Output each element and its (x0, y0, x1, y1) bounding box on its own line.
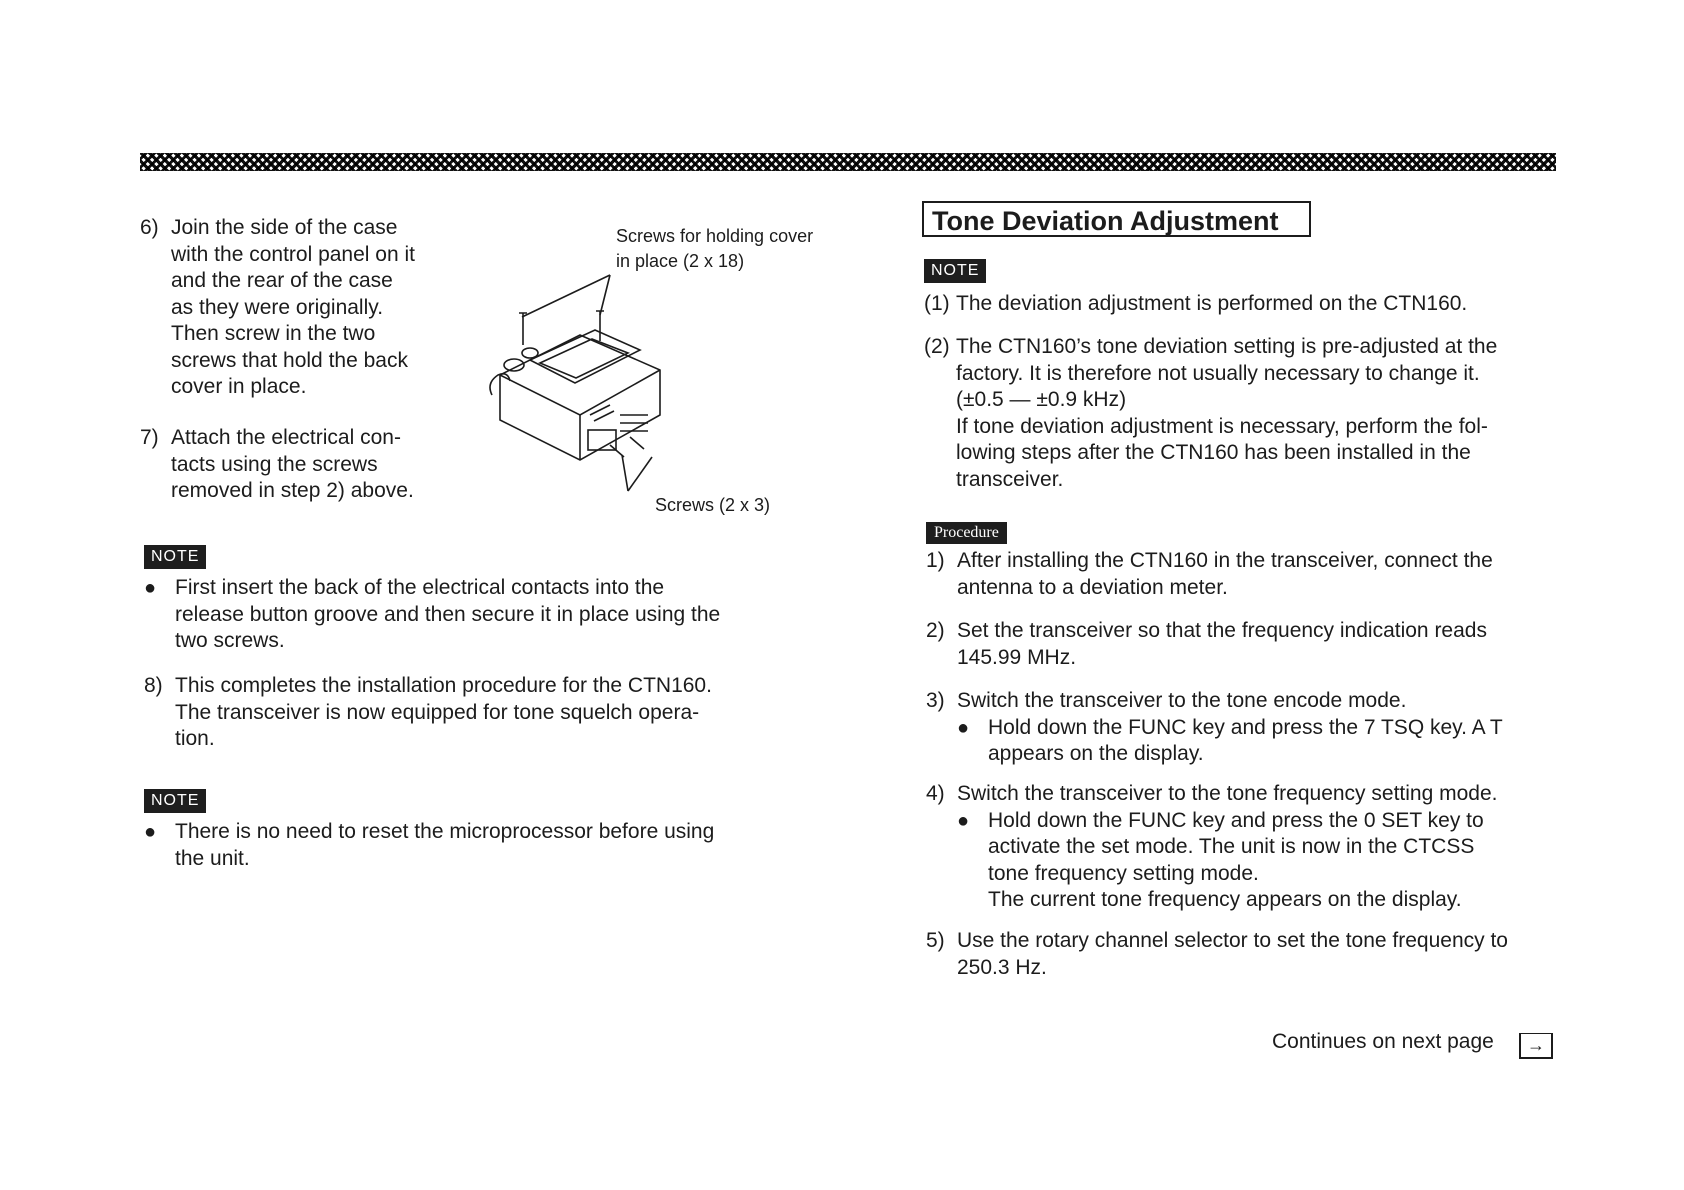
step-6 (140, 215, 480, 401)
step-text: Attach the electrical con- tacts using the screws removed in step 2) above. (171, 426, 414, 502)
step-number: 2) (926, 619, 945, 642)
step-number: 5) (926, 929, 945, 952)
step-8 (144, 673, 784, 753)
note-number: (2) (924, 335, 950, 358)
procedure-tag: Procedure (926, 522, 1007, 544)
bullet-icon: ● (144, 577, 157, 599)
step-7 (140, 425, 480, 505)
continues-label: Continues on next page (1272, 1030, 1494, 1053)
section-title: Tone Deviation Adjustment (932, 206, 1279, 236)
note-item-1 (924, 291, 1574, 318)
figure-caption-top: Screws for holding cover in place (2 x 18) (616, 226, 814, 271)
note-tag: NOTE (924, 259, 986, 283)
note-text: The deviation adjustment is performed on the CTN160. (956, 292, 1468, 315)
section-title-box (922, 201, 1311, 237)
step-number: 6) (140, 216, 159, 239)
step-text: Set the transceiver so that the frequency indication reads 145.99 MHz. (957, 619, 1487, 669)
procedure-step-4 (926, 781, 1576, 914)
step-text: Join the side of the case with the control panel on it and the rear of the case as they were originally. Then screw in the two screws that hold the back cover in place. (171, 216, 415, 398)
bullet-icon: ● (144, 821, 157, 843)
note-block-2 (144, 786, 784, 872)
procedure-header (926, 518, 1566, 545)
note-text: The CTN160’s tone deviation setting is pre-adjusted at the factory. It is therefore not usually necessary to change it. (±0.5 — ±0.9 kHz) If tone deviation adjustment is necessary, perform the fol- lowing steps after the CTN160 has been installed in the transceiver. (956, 335, 1498, 491)
note-text: There is no need to reset the microprocessor before using the unit. (175, 820, 715, 870)
figure-caption-bottom: Screws (2 x 3) (655, 495, 771, 515)
procedure-step-3 (926, 688, 1576, 768)
procedure-step-1 (926, 548, 1576, 601)
decorative-border-band (140, 153, 1556, 171)
step-text: Use the rotary channel selector to set the tone frequency to 250.3 Hz. (957, 929, 1508, 979)
note-tag: NOTE (144, 789, 206, 813)
sub-step-text: Hold down the FUNC key and press the 0 SET key to activate the set mode. The unit is now in the CTCSS tone frequency setting mode. The current tone frequency appears on the display. (988, 808, 1484, 911)
step-number: 4) (926, 782, 945, 805)
step-number: 1) (926, 549, 945, 572)
step-text: This completes the installation procedure for the CTN160. The transceiver is now equipped for tone squelch opera- tion. (175, 674, 712, 750)
step-text: Switch the transceiver to the tone frequency setting mode. (957, 782, 1498, 805)
note-number: (1) (924, 292, 950, 315)
bullet-icon: ● (957, 809, 970, 832)
note-text: First insert the back of the electrical contacts into the release button groove and then secure it in place using the two screws. (175, 576, 721, 652)
step-text: After installing the CTN160 in the transceiver, connect the antenna to a deviation meter. (957, 549, 1493, 599)
bullet-icon: ● (957, 716, 970, 739)
note-tag: NOTE (144, 545, 206, 569)
step-number: 7) (140, 426, 159, 449)
procedure-step-5 (926, 928, 1586, 981)
note-block-1 (144, 542, 784, 655)
sub-step-text: Hold down the FUNC key and press the 7 TSQ key. A T appears on the display. (988, 715, 1503, 765)
procedure-step-2 (926, 618, 1576, 671)
note-item-2 (924, 334, 1574, 493)
transceiver-illustration (470, 265, 700, 505)
note-block-right (924, 256, 1564, 283)
step-number: 8) (144, 674, 163, 697)
next-page-arrow-icon: → (1519, 1033, 1553, 1059)
step-text: Switch the transceiver to the tone encode mode. (957, 689, 1407, 712)
step-number: 3) (926, 689, 945, 712)
